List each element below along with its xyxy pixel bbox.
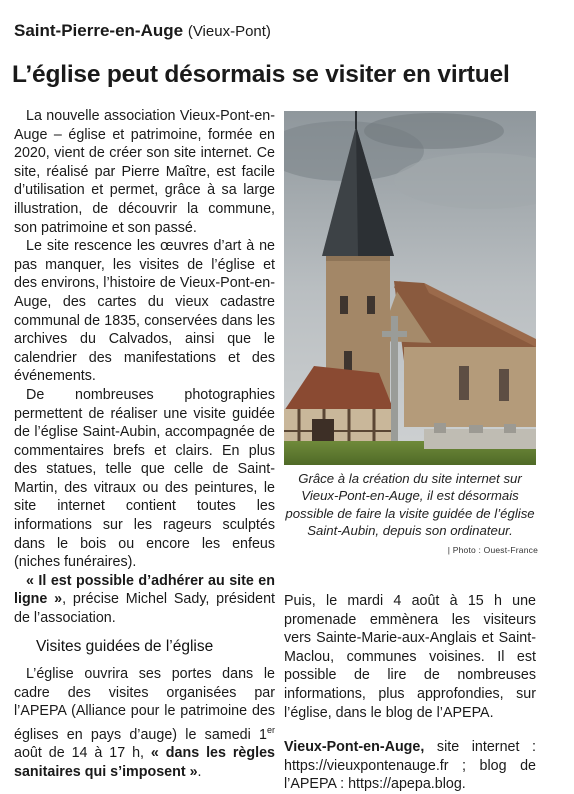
- quote-membership: « Il est possible d’adhérer au site en ligne »: [14, 572, 275, 608]
- paragraph-7: [284, 738, 536, 794]
- article-kicker: [14, 20, 271, 43]
- paragraph-4-rest: , précise Michel Sady, président de l’association.: [14, 591, 275, 627]
- photo-credit: | Photo : Ouest-France: [447, 545, 538, 555]
- paragraph-5-end: .: [197, 763, 202, 780]
- paragraph-5-b: août de 14 à 17 h,: [14, 745, 151, 762]
- paragraph-4: [14, 572, 275, 628]
- quote-sanitary: « dans les règles sanitaires qui s’imposent »: [14, 745, 275, 780]
- kicker-place: Saint-Pierre-en-Auge: [14, 21, 184, 40]
- paragraph-6: Puis, le mardi 4 août à 15 h une promenade emmènera les visiteurs vers Sainte-Marie-aux-Anglais et Saint-Maclou, communes voisines. Il est possible de lire de nombreuses informations, plus approfondies, sur l’église, dans le blog de l’APEPA.: [284, 593, 536, 721]
- paragraph-5: [14, 665, 275, 781]
- paragraph-3: De nombreuses photographies permettent de réaliser une visite guidée de l’église Saint-Aubin, accompagnée de commentaires brefs et clairs. En plus des statues, telle que celle de Saint-Martin, des vitraux ou des peintures, le site internet contient toutes les informations sur les rageurs sculptés dans le bois ou encore les enfeus (niches funéraires).: [14, 386, 275, 571]
- article-headline: L’église peut désormais se visiter en virtuel: [12, 61, 510, 88]
- links-text: site internet : https://vieuxpontenauge.fr ; blog de l’APEPA : https://apepa.blog.: [284, 739, 536, 793]
- section-subhead: Visites guidées de l’église: [36, 637, 214, 655]
- photo-caption: [284, 470, 536, 540]
- town-name: Vieux-Pont-en-Auge,: [284, 739, 425, 756]
- paragraph-1: La nouvelle association Vieux-Pont-en-Auge – église et patrimoine, formée en 2020, vient de créer son site internet. Ce site, réalisé par Pierre Maître, est facile d’utilisation et permet, grâce à sa large illustration, de découvrir la commune, son patrimoine et son passé.: [14, 108, 275, 236]
- ordinal-sup: er: [266, 725, 275, 735]
- church-illustration: [284, 111, 536, 465]
- left-column: [14, 107, 275, 782]
- church-photo: [284, 111, 536, 465]
- paragraph-2: Le site rescence les œuvres d’art à ne pas manquer, les visites de l’église et des environs, l’histoire de Vieux-Pont-en-Auge, des cartes du vieux cadastre communal de 1835, conservées dans les archives du Calvados, ainsi que le calendrier des manifestations et des événements.: [14, 238, 275, 385]
- kicker-sub: (Vieux-Pont): [187, 23, 271, 40]
- paragraph-5-a: L’église ouvrira ses portes dans le cadre des visites organisées par l’APEPA (Alliance pour le patrimoine des églises en pays d’auge) le samedi 1: [14, 666, 275, 743]
- right-column: [284, 592, 536, 794]
- caption-text: Grâce à la création du site internet sur Vieux-Pont-en-Auge, il est désormais possible de faire la visite guidée de l’église Saint-Aubin, depuis son ordinateur.: [285, 471, 535, 539]
